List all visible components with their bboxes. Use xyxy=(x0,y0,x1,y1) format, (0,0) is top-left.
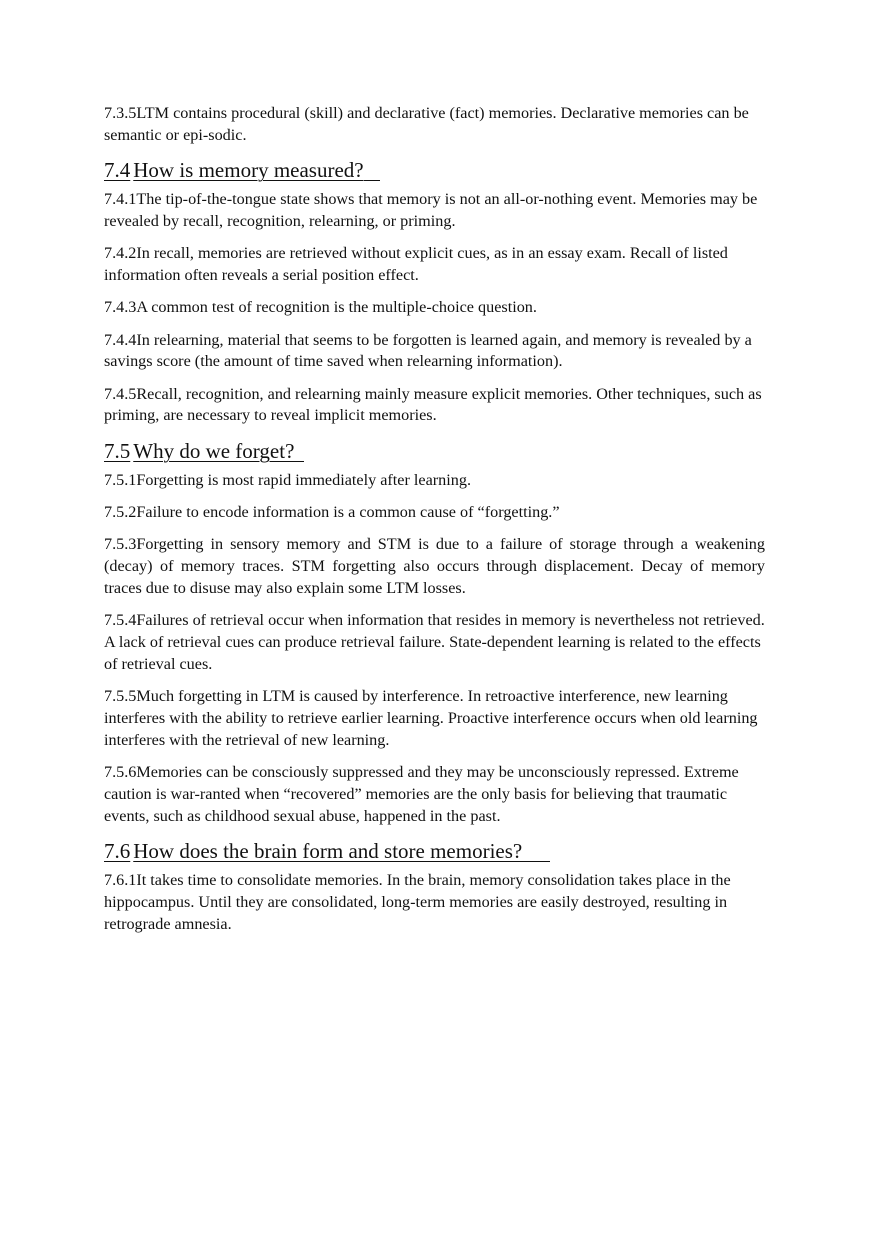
paragraph-7-4-2: 7.4.2In recall, memories are retrieved without explicit cues, as in an essay exam. Recall of listed information often reveals a serial position effect. xyxy=(104,244,728,284)
paragraph-7-4-4: 7.4.4In relearning, material that seems to be forgotten is learned again, and memory is revealed by a savings score (the amount of time saved when relearning information). xyxy=(104,330,752,371)
paragraph-7-5-6: 7.5.6Memories can be consciously suppressed and they may be unconsciously repressed. Extreme caution is war-ranted when “recovered” memories are the only basis for believing that traumatic events, such as childhood sexual abuse, happened in the past. xyxy=(104,763,739,825)
section-title: Why do we forget? xyxy=(133,438,295,463)
paragraph-7-6-1: 7.6.1It takes time to consolidate memories. In the brain, memory consolidation takes place in the hippocampus. Until they are consolidated, long-term memories are easily destroyed, resulting in retrograde amnesia. xyxy=(104,870,731,933)
paragraph-7-5-4: 7.5.4Failures of retrieval occur when information that resides in memory is nevertheless not retrieved. A lack of retrieval cues can produce retrieval failure. State-dependent learning is related to the effects of retrieval cues. xyxy=(104,611,765,673)
section-number: 7.5 xyxy=(104,438,131,463)
paragraph-7-3-5: 7.3.5LTM contains procedural (skill) and declarative (fact) memories. Declarative memories can be semantic or epi-sodic. xyxy=(104,104,749,144)
section-heading-7-4 xyxy=(104,157,765,183)
section-heading-7-5 xyxy=(104,438,765,464)
heading-underline-tail xyxy=(364,179,380,181)
paragraph-7-4-5: 7.4.5Recall, recognition, and relearning mainly measure explicit memories. Other techniques, such as priming, are necessary to reveal implicit memories. xyxy=(104,384,762,425)
paragraph-7-5-5: 7.5.5Much forgetting in LTM is caused by interference. In retroactive interference, new learning interferes with the ability to retrieve earlier learning. Proactive interference occurs when old learning interferes with the retrieval of new learning. xyxy=(104,687,758,749)
heading-underline-tail xyxy=(522,860,550,862)
section-heading-7-6 xyxy=(104,838,765,864)
section-title: How is memory measured? xyxy=(133,158,364,183)
section-number: 7.6 xyxy=(104,838,131,863)
heading-underline-tail xyxy=(294,460,304,462)
section-title: How does the brain form and store memories? xyxy=(133,838,523,863)
section-number: 7.4 xyxy=(104,158,131,183)
paragraph-7-4-3: 7.4.3A common test of recognition is the multiple-choice question. xyxy=(104,298,537,317)
paragraph-7-5-2: 7.5.2Failure to encode information is a common cause of “forgetting.” xyxy=(104,503,560,522)
paragraph-7-5-3: 7.5.3Forgetting in sensory memory and STM is due to a failure of storage through a weakening (decay) of memory traces. STM forgetting also occurs through displacement. Decay of memory traces due to disuse may also explain some LTM losses. xyxy=(104,535,765,597)
paragraph-7-5-1: 7.5.1Forgetting is most rapid immediately after learning. xyxy=(104,470,471,489)
paragraph-7-4-1: 7.4.1The tip-of-the-tongue state shows that memory is not an all-or-nothing event. Memories may be revealed by recall, recognition, relearning, or priming. xyxy=(104,190,758,230)
